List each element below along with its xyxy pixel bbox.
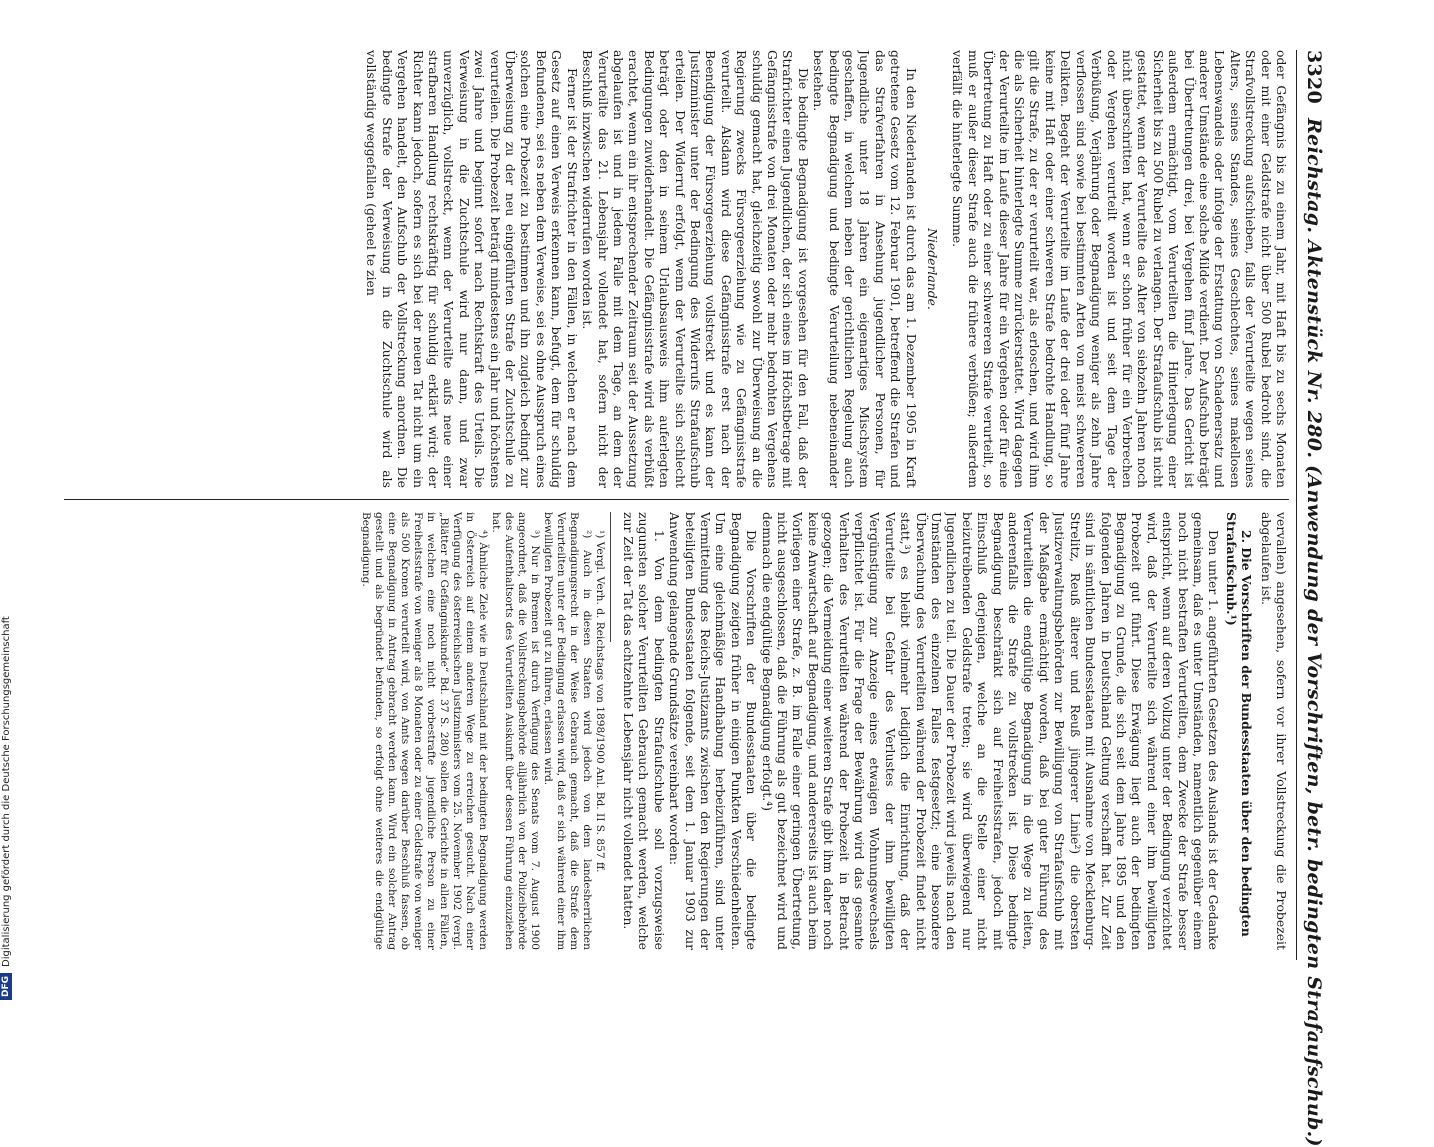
paragraph: oder Gefängnis bis zu einem Jahr, mit Haft bis zu sechs Monaten oder mit einer Geldstrafe nicht über 500 Rubel bedroht sind, die Strafvollstreckung aufschieben, falls der Verurteilte wegen seines Alters, seines Standes, seines Geschlechtes, seines makellosen Lebenswandels oder infolge der Erstattung von Schadenersatz und anderer Umstände eine solche Milde verdient. Der Aufschub beträgt bei Übertretungen drei, bei Vergehen fünf Jahre. Das Gericht ist außerdem ermächtigt, vom Verurteilten die Hinterlegung einer Sicherheit bis zu 500 Rubel zu verlangen. Der Strafaufschub ist nicht gestattet, wenn der Verurteilte das Alter von siebzehn Jahren noch nicht überschritten hat, wenn er schon früher für ein Verbrechen oder Vergehen verurteilt worden ist und seit dem Tage der Verbüßung, Verjährung oder Begnadigung weniger als zehn Jahre verflossen sind sowie bei bestimmten Arten von meist schwereren Delikten. Begeht der Verurteilte im Laufe der drei oder fünf Jahre keine mit Haft oder einer schweren Strafe bedrohte Handlung, so gilt die Strafe, zu der er verurteilt war, als erloschen, und wird ihm die als Sicherheit hinterlegte Summe zurückerstattet. Wird dagegen der Verurteilte im Laufe dieser Jahre für ein Vergehen oder für eine Übertretung zu Haft oder zu einer schwereren Strafe verurteilt, so muß er außer dieser Strafe auch die frühere verbüßen; außerdem verfällt die hinterlegte Summe. xyxy=(950,50,1289,488)
section-heading-bundesstaaten: 2. Die Vorschriften der Bundesstaaten über den bedingten Strafaufschub.¹) xyxy=(1223,512,1255,937)
footnote-rule xyxy=(610,512,611,642)
text-columns xyxy=(64,50,1289,960)
rotated-page xyxy=(64,40,1329,1147)
paragraph: Die Vorschriften der Bundesstaaten über die bedingte Begnadigung zeigten früher in einigen Punkten Verschiedenheiten. Um eine gleichmäßige Handhabung herbeizuführen, sind unter Vermittelung des Reichs-Justizamts zwischen den Regierungen der beteiligten Bundesstaaten folgende, seit dem 1. Januar 1903 zur Anwendung gelangende Grundsätze vereinbart worden: xyxy=(667,512,760,950)
page-number: 3320 xyxy=(1303,50,1325,105)
paragraph: vervallen) angesehen, sofern vor ihrer Vollstreckung die Probezeit abgelaufen ist. xyxy=(1258,512,1289,950)
footnote: ²) Auch in diesen Staaten wird jedoch von dem landesherrlichen Begnadigungsrecht in der Weise Gebrauch gemacht, daß die Strafe dem Verurteilten unter der Bedingung erlassen wird, daß er sich während einer ihm bewilligten Probezeit gut zu führen, erlassen wird. xyxy=(541,512,593,950)
section-heading-niederlande: Niederlande. xyxy=(925,228,941,310)
column-divider xyxy=(64,499,1289,500)
footnote: ³) Nur in Bremen ist durch Verfügung des Senats vom 7. August 1900 angeordnet, daß die Vollstreckungsbehörde alljährlich von der Polizeibehörde des Aufenthaltsorts des Verurteilten Auskunft über dessen Führung einzuziehen hat. xyxy=(489,512,541,950)
digitization-credit xyxy=(0,616,12,1000)
footnote: ¹) Vergl. Verh. d. Reichstags von 1898/1900 Anl. Bd. II S. 857 ff. xyxy=(593,530,606,873)
dfg-logo: DFG xyxy=(0,973,12,1000)
paragraph: Den unter 1. angeführten Gesetzen des Auslands ist der Gedanke gemeinsam, daß es unter Umständen, namentlich gegenüber einem noch nicht bestraften Verurteilten, dem Zwecke der Strafe besser entspricht, wenn auf deren Vollzug unter der Bedingung verzichtet wird, daß der Verurteilte sich während einer ihm bewilligten Probezeit gut führt. Diese Erwägung liegt auch der bedingten Begnadigung zu Grunde, die sich seit dem Jahre 1895 und den folgenden Jahren in Deutschland Geltung verschafft hat. Zur Zeit sind in sämtlichen Bundesstaaten mit Ausnahme von Mecklenburg-Strelitz, Reuß älterer und Reuß jüngerer Linie²) die obersten Justizverwaltungsbehörden zur Bewilligung von Strafaufschub mit der Maßgabe ermächtigt worden, daß bei guter Führung des Verurteilten die endgültige Begnadigung in die Wege zu leiten, anderenfalls die Strafe zu vollstrecken ist. Diese bedingte Begnadigung beschränkt sich auf Freiheitsstrafen, jedoch mit Einschluß derjenigen, welche an die Stelle einer nicht beizutreibenden Geldstrafe treten; sie wird überwiegend nur Jugendlichen zu teil. Die Dauer der Probezeit wird jeweils nach den Umständen des einzelnen Falles festgesetzt; eine besondere Überwachung des Verurteilten während der Probezeit findet nicht statt,³) es bleibt vielmehr lediglich die Einrichtung, daß der Verurteilte bei Gefahr des Verlustes der ihm bewilligten Vergünstigung zur Anzeige eines etwaigen Wohnungswechsels verpflichtet ist. Für die Frage der Bewährung wird das gesamte Verhalten des Verurteilten während der Probezeit in Betracht gezogen; die Vermeidung einer weiteren Strafe gibt ihm daher noch keine Anwartschaft auf Begnadigung, und andererseits ist auch beim Vorliegen einer Strafe, z. B. im Falle einer geringen Übertretung, nicht ausgeschlossen, daß die Führung als gut bezeichnet wird und demnach die endgültige Begnadigung erfolgt.⁴) xyxy=(759,512,1222,950)
footnote: ⁴) Ähnliche Ziele wie in Deutschland mit der bedingten Begnadigung werden in Österreich auf einem anderen Wege zu erreichen gesucht. Nach einer Verfügung des österreichischen Justizministers vom 25. November 1902 (vergl. „Blätter für Gefängniskunde“ Bd. 37 S. 280) sollen die Gerichte in allen Fällen, in welchen eine noch nicht vorbestrafte jugendliche Person zu einer Freiheitsstrafe von weniger als 8 Monaten oder zu einer Geldstrafe von weniger als 500 Kronen verurteilt wird, von Amts wegen darüber Beschluß fassen, ob eine Begnadigung in Antrag gebracht werden kann. Wird ein solcher Antrag gestellt und als begründet befunden, so erfolgt ohne weiteres die endgültige Begnadigung. xyxy=(359,512,489,950)
page-header xyxy=(1296,50,1325,1147)
page-title: Reichstag. Aktenstück Nr. 280. (Anwendung der Vorschriften, betr. bedingten Strafaufschub.) xyxy=(1303,118,1325,1147)
column-2 xyxy=(64,512,1289,950)
paragraph: In den Niederlanden ist durch das am 1. Dezember 1905 in Kraft getretene Gesetz vom 12. Februar 1901, betreffend die Strafen und das Strafverfahren in Ansehung jugendlicher Personen, für Jugendliche unter 18 Jahren ein eigenartiges Mischsystem geschaffen, in welchem neben der gerichtlichen Regelung auch bedingte Begnadigung und bedingte Verurteilung nebeneinander bestehen. xyxy=(811,50,919,488)
column-1 xyxy=(64,50,1289,488)
paragraph: Ferner ist der Strafrichter in den Fällen, in welchen er nach dem Gesetz auf einen Verweis erkennen kann, befugt, dem für schuldig Befundenen, sei es neben dem Verweise, sei es ohne Ausspruch eines solchen eine Probezeit zu bestimmen und ihn zugleich bedingt zur Überweisung zu der neu eingeführten Strafe der Zuchtschule zu verurteilen. Die Probezeit beträgt mindestens ein Jahr und höchstens zwei Jahre und beginnt sofort nach Rechtskraft des Urteils. Die Verweisung in die Zuchtschule wird nur dann, und zwar unverzüglich, vollstreckt, wenn der Verurteilte aufs neue einer strafbaren Handlung rechtskräftig für schuldig erklärt wird; der Richter kann jedoch, sofern es sich bei der neuen Tat nicht um ein Vergehen handelt, den Aufschub der Vollstreckung anordnen. Die bedingte Strafe der Verweisung in die Zuchtschule wird als vollständig weggefallen (geheel te zien xyxy=(364,50,580,488)
digitization-credit-text: Digitalisierung gefördert durch die Deutsche Forschungsgemeinschaft xyxy=(0,616,12,967)
paragraph: Die bedingte Begnadigung ist vorgesehen für den Fall, daß der Strafrichter einen Jugendlichen, der sich eines im Höchstbetrage mit Gefängnisstrafe von drei Monaten oder mehr bedrohten Vergehens schuldig gemacht hat, gleichzeitig sowohl zur Überweisung an die Regierung zwecks Fürsorgeerziehung wie zu Gefängnisstrafe verurteilt. Alsdann wird diese Gefängnisstrafe erst nach der Beendigung der Fürsorgeerziehung vollstreckt und es kann der Justizminister unter der Bedingung des Widerrufs Strafaufschub erteilen. Der Widerruf erfolgt, wenn der Verurteilte sich schlecht beträgt oder den in seinem Urlaubsausweis ihm auferlegten Bedingungen zuwiderhandelt. Die Gefängnisstrafe wird als verbüßt erachtet, wenn ein ihr entsprechender Zeitraum seit der Aussetzung abgelaufen ist und in jedem Falle mit dem Tage, an dem der Verurteilte das 21. Lebensjahr vollendet hat, sofern nicht der Beschluß inzwischen widerrufen worden ist. xyxy=(580,50,811,488)
paragraph: 1. Von dem bedingten Strafaufschube soll vorzugsweise zugunsten solcher Verurteilten Gebrauch gemacht werden, welche zur Zeit der Tat das achtzehnte Lebensjahr nicht vollendet hatten. xyxy=(620,512,667,950)
